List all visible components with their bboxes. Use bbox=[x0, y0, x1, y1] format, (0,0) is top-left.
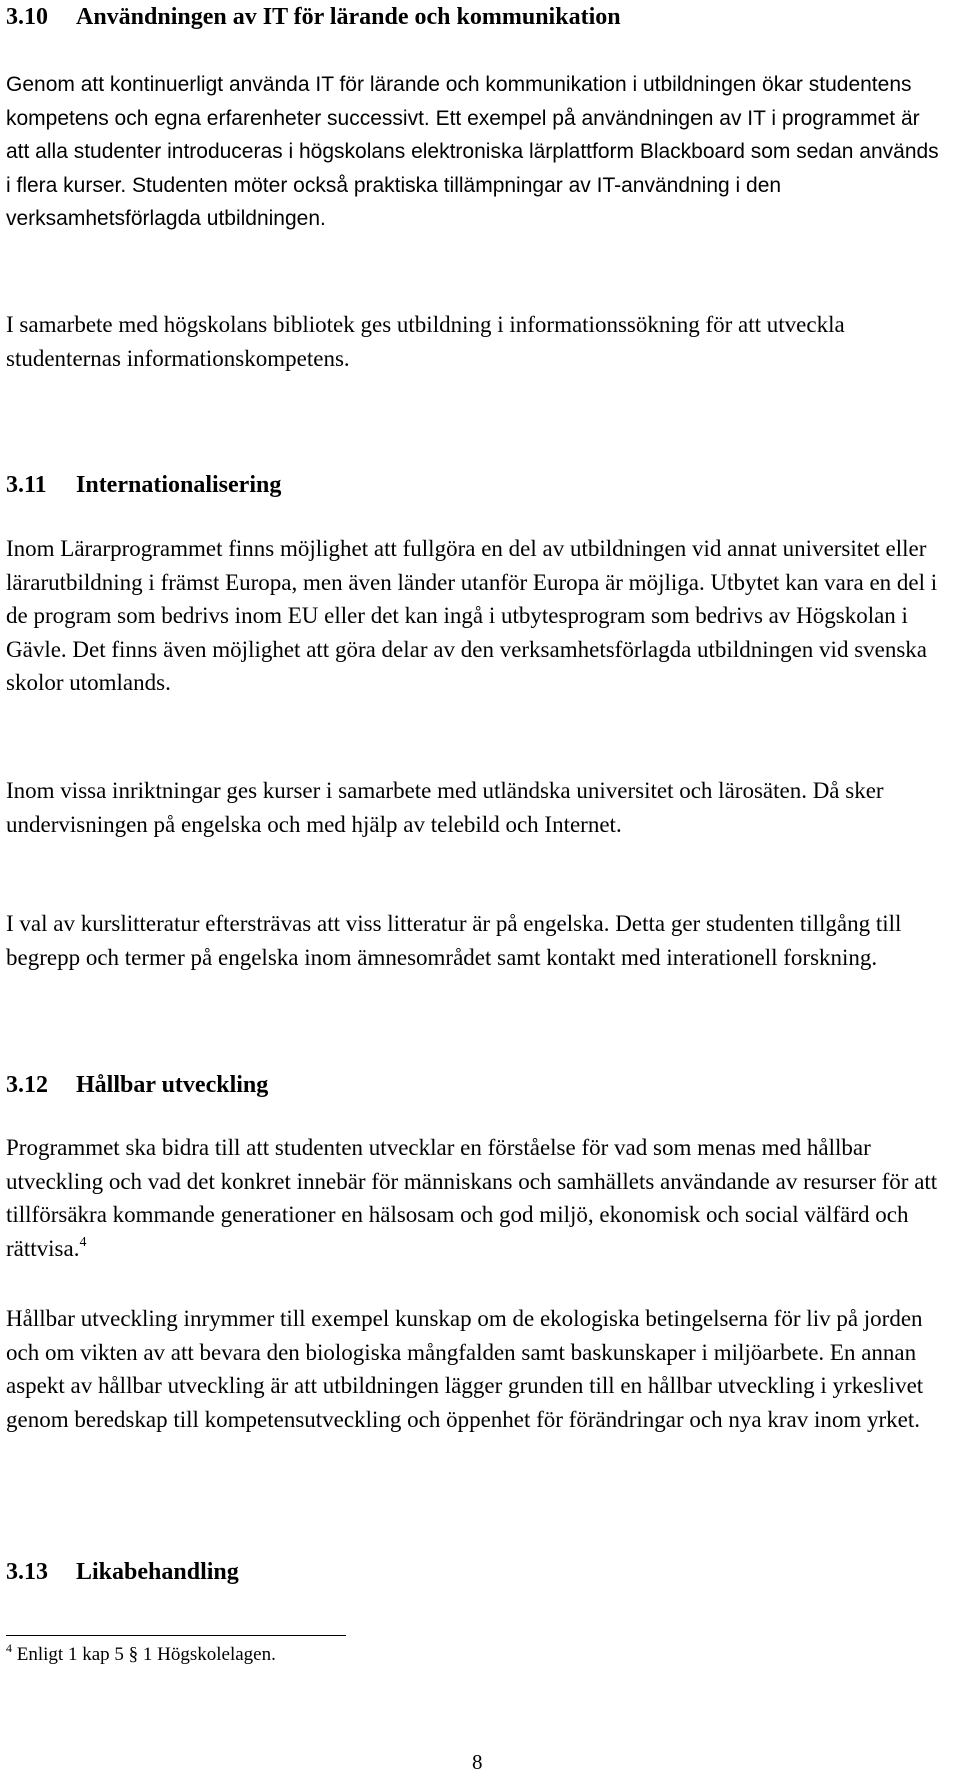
paragraph: Hållbar utveckling inrymmer till exempel kunskap om de ekologiska betingelserna för liv på jorden och om vikten av att bevara den biologiska mångfalden samt baskunskaper i miljöarbete. En annan aspekt av hållbar utveckling är att utbildningen lägger grunden till en hållbar utveckling i yrkeslivet genom beredskap till kompetensutveckling och öppenhet för förändringar och nya krav inom yrket. bbox=[6, 1306, 924, 1432]
footnote-text: Enligt 1 kap 5 § 1 Högskolelagen. bbox=[16, 1644, 276, 1665]
paragraph bbox=[6, 1131, 946, 1265]
paragraph: Inom vissa inriktningar ges kurser i samarbete med utländska universitet och lärosäten. Då sker undervisningen på engelska och med hjälp av telebild och Internet. bbox=[6, 778, 884, 837]
section-title: Likabehandling bbox=[76, 1559, 239, 1585]
section-heading-3-12 bbox=[6, 1070, 268, 1100]
section-title: Hållbar utveckling bbox=[76, 1072, 269, 1098]
paragraph: I val av kurslitteratur eftersträvas att viss litteratur är på engelska. Detta ger studenten tillgång till begrepp och termer på engelska inom ämnesområdet samt kontakt med interationell forskning. bbox=[6, 911, 902, 970]
footnote-marker: 4 bbox=[6, 1641, 12, 1655]
section-title: Användningen av IT för lärande och kommunikation bbox=[76, 4, 621, 30]
page-number: 8 bbox=[472, 1750, 483, 1774]
section-number: 3.11 bbox=[6, 472, 47, 498]
paragraph: Inom Lärarprogrammet finns möjlighet att fullgöra en del av utbildningen vid annat universitet eller lärarutbildning i främst Europa, men även länder utanför Europa är möjliga. Utbytet kan vara en del i de program som bedrivs inom EU eller det kan ingå i utbytesprogram som bedrivs av Högskolan i Gävle. Det finns även möjlighet att göra delar av den verksamhetsförlagda utbildningen vid svenska skolor utomlands. bbox=[6, 536, 938, 695]
section-heading-3-13 bbox=[6, 1557, 239, 1587]
section-number: 3.10 bbox=[6, 4, 48, 30]
footnote-reference[interactable]: 4 bbox=[79, 1234, 87, 1250]
section-heading-3-10 bbox=[6, 2, 621, 32]
footnote-divider bbox=[6, 1635, 346, 1636]
section-number: 3.12 bbox=[6, 1072, 48, 1098]
paragraph-text: Programmet ska bidra till att studenten utvecklar en förståelse för vad som menas med hållbar utveckling och vad det konkret innebär för människans och samhällets användande av resurser för att tillförsäkra kommande generationer en hälsosam och god miljö, ekonomisk och social välfärd och rättvisa. bbox=[6, 1135, 938, 1261]
section-title: Internationalisering bbox=[76, 472, 282, 498]
section-number: 3.13 bbox=[6, 1559, 48, 1585]
section-heading-3-11 bbox=[6, 470, 281, 500]
paragraph: I samarbete med högskolans bibliotek ges utbildning i informationssökning för att utveckla studenternas informationskompetens. bbox=[6, 312, 845, 371]
footnote bbox=[6, 1643, 276, 1667]
paragraph: Genom att kontinuerligt använda IT för lärande och kommunikation i utbildningen ökar studentens kompetens och egna erfarenheter successivt. Ett exempel på användningen av IT i programmet är att alla studenter introduceras i högskolans elektroniska lärplattform Blackboard som sedan används i flera kurser. Studenten möter också praktiska tillämpningar av IT-användning i den verksamhetsförlagda utbildningen. bbox=[6, 73, 939, 230]
